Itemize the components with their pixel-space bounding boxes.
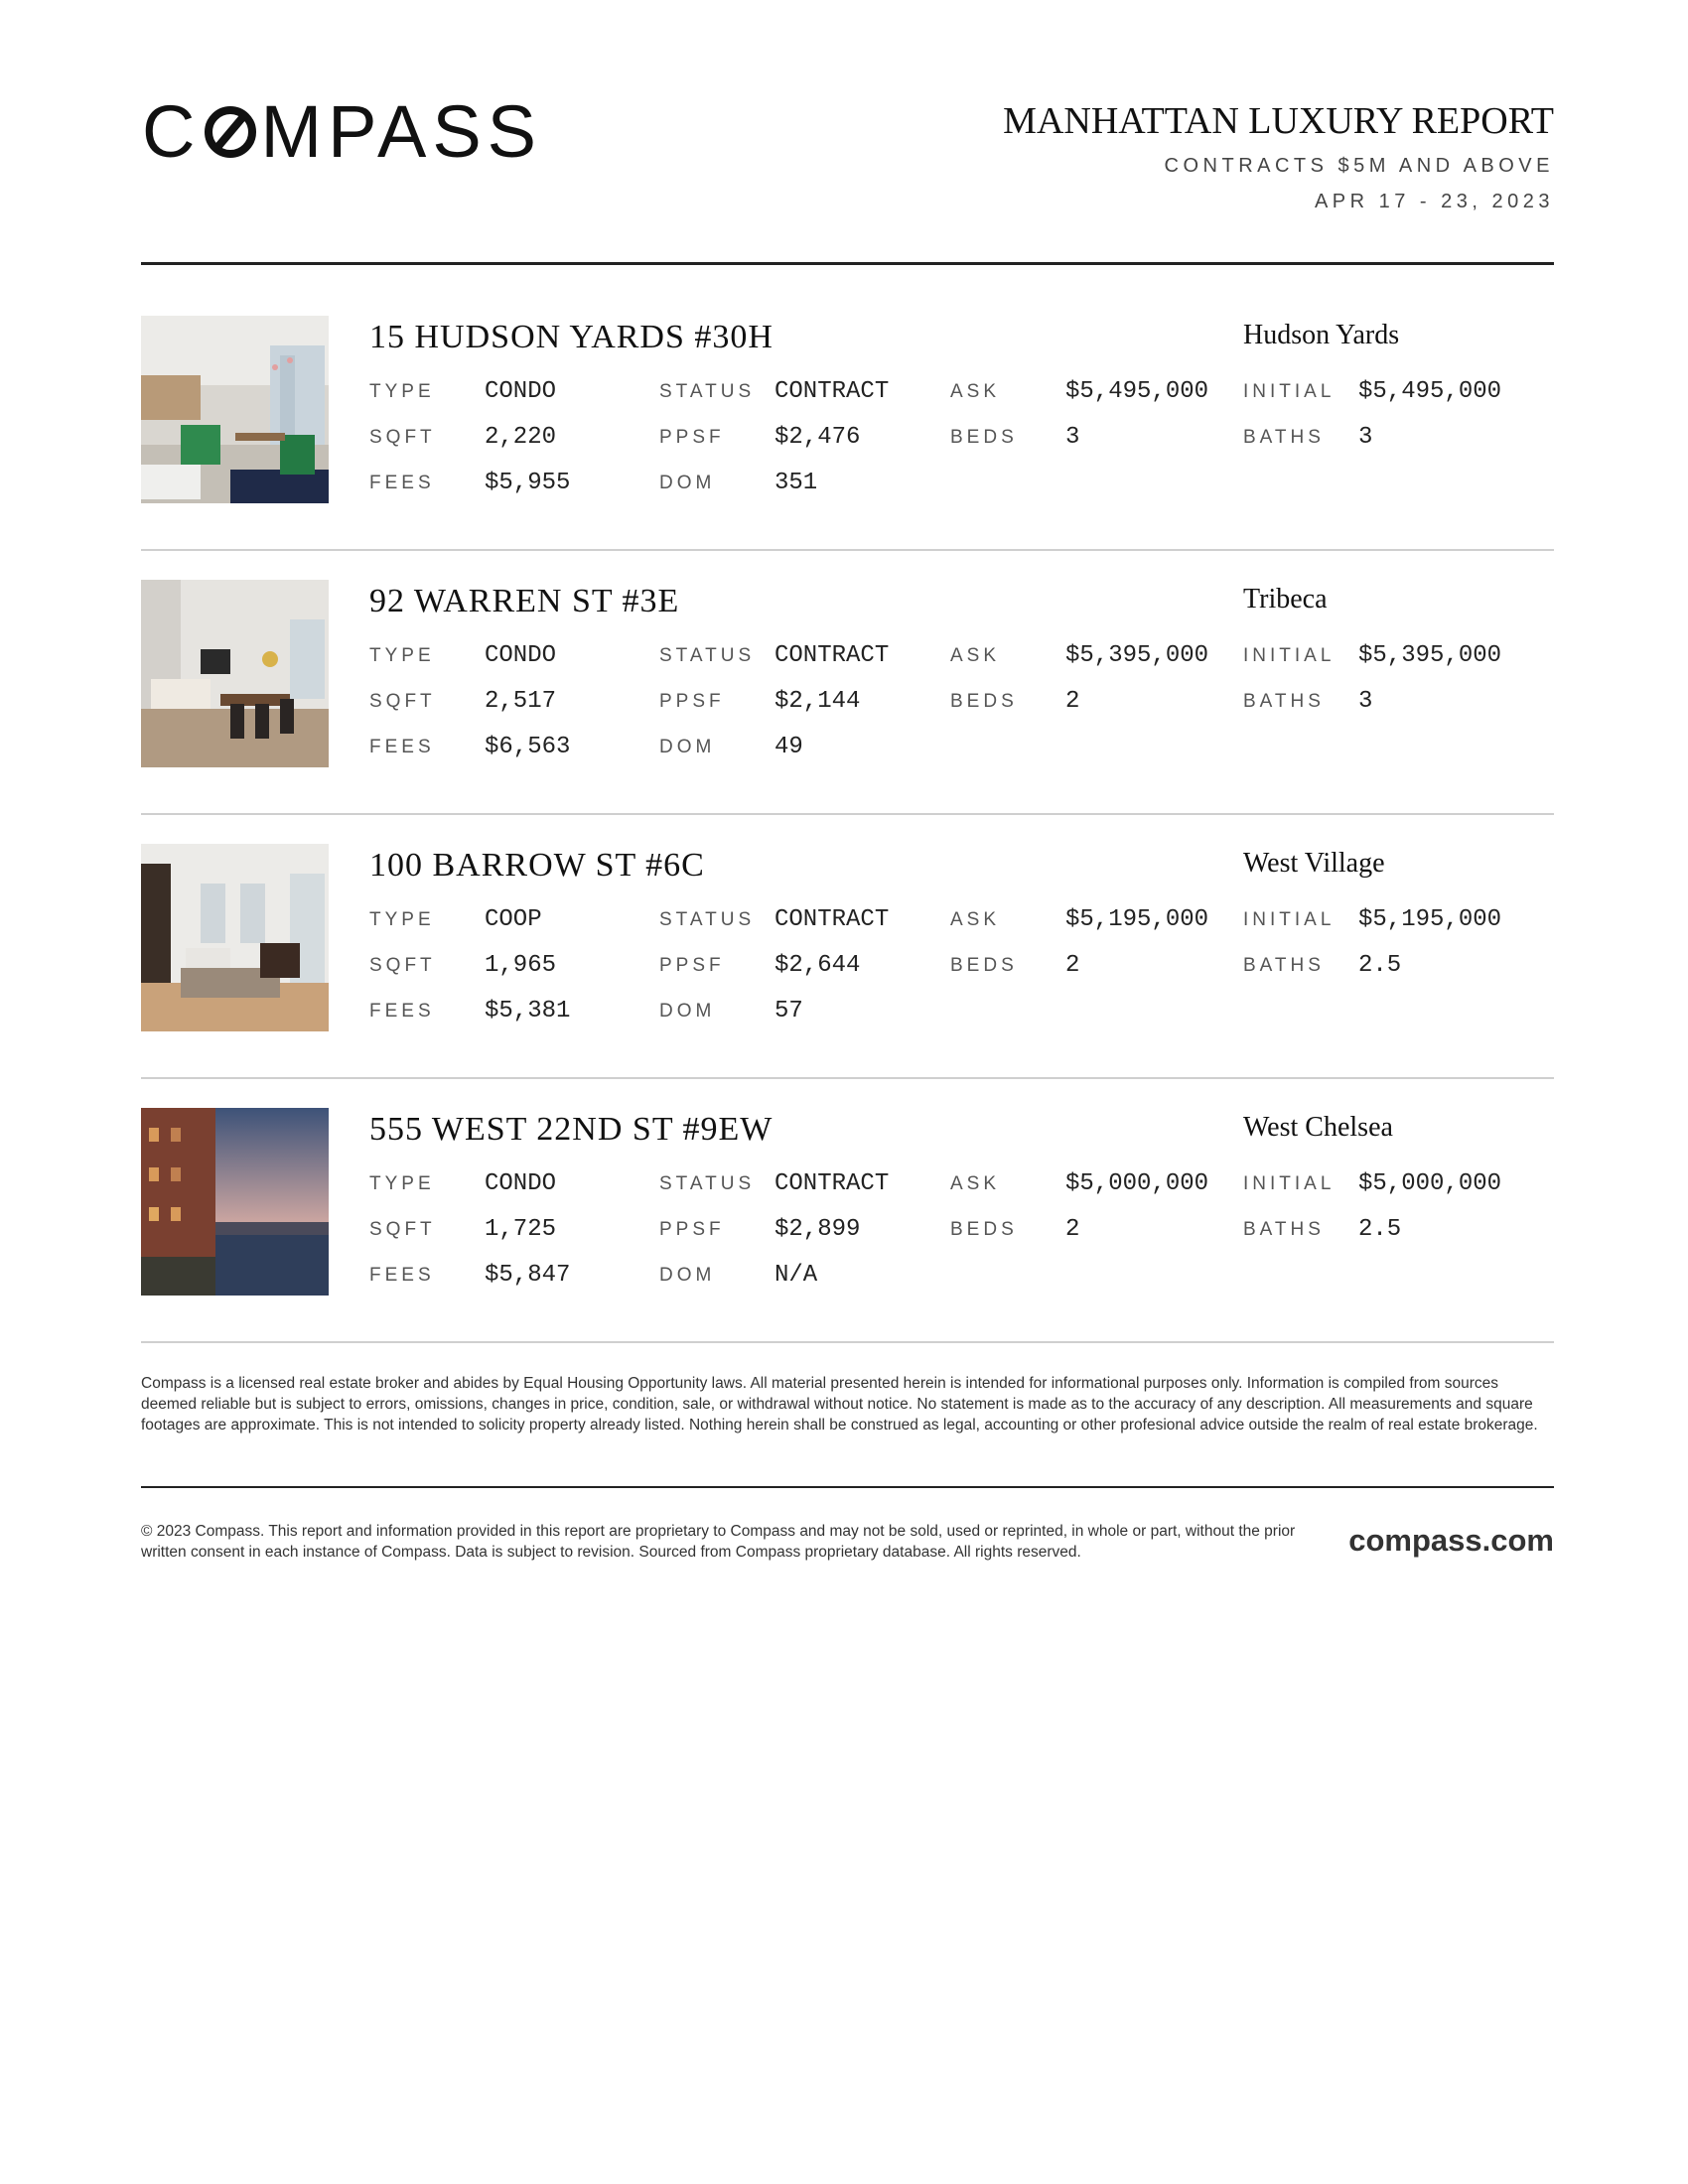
report-subtitle: CONTRACTS $5M AND ABOVE xyxy=(1164,155,1554,177)
initial-value: $5,000,000 xyxy=(1358,1170,1502,1197)
ppsf-value: $2,644 xyxy=(774,952,861,979)
ask-label: ASK xyxy=(950,645,1001,666)
fees-value: $6,563 xyxy=(485,734,571,760)
sqft-value: 1,965 xyxy=(485,952,557,979)
sqft-value: 2,517 xyxy=(485,688,557,715)
status-label: STATUS xyxy=(659,1173,756,1194)
fees-value: $5,381 xyxy=(485,998,571,1024)
beds-value: 2 xyxy=(1065,1216,1080,1243)
ask-label: ASK xyxy=(950,1173,1001,1194)
status-label: STATUS xyxy=(659,909,756,930)
listing-neighborhood: West Village xyxy=(1243,848,1385,879)
listing-neighborhood: Tribeca xyxy=(1243,584,1328,614)
listing-photo xyxy=(141,316,329,503)
dom-label: DOM xyxy=(659,737,716,757)
listing-address: 15 HUDSON YARDS #30H xyxy=(369,319,774,355)
baths-value: 2.5 xyxy=(1358,952,1402,979)
listing-row xyxy=(141,316,1554,579)
sqft-label: SQFT xyxy=(369,691,436,712)
ppsf-value: $2,899 xyxy=(774,1216,861,1243)
ppsf-label: PPSF xyxy=(659,1219,725,1240)
sqft-label: SQFT xyxy=(369,1219,436,1240)
report-title: MANHATTAN LUXURY REPORT xyxy=(1003,100,1554,142)
status-value: CONTRACT xyxy=(774,378,890,405)
ask-value: $5,000,000 xyxy=(1065,1170,1209,1197)
status-value: CONTRACT xyxy=(774,906,890,933)
listing-neighborhood: Hudson Yards xyxy=(1243,320,1400,350)
status-label: STATUS xyxy=(659,645,756,666)
logo-letters-mpass: MPASS xyxy=(260,90,543,173)
ask-value: $5,195,000 xyxy=(1065,906,1209,933)
ppsf-label: PPSF xyxy=(659,427,725,448)
listing-photo xyxy=(141,1108,329,1296)
initial-value: $5,495,000 xyxy=(1358,378,1502,405)
fees-value: $5,955 xyxy=(485,470,571,496)
ask-label: ASK xyxy=(950,909,1001,930)
type-value: COOP xyxy=(485,906,542,933)
footer-divider xyxy=(141,1486,1554,1488)
baths-label: BATHS xyxy=(1243,427,1325,448)
row-divider xyxy=(141,1077,1554,1079)
ask-label: ASK xyxy=(950,381,1001,402)
sqft-value: 1,725 xyxy=(485,1216,557,1243)
initial-label: INITIAL xyxy=(1243,381,1336,402)
baths-value: 3 xyxy=(1358,424,1373,451)
beds-value: 2 xyxy=(1065,952,1080,979)
fees-label: FEES xyxy=(369,473,435,493)
ask-value: $5,395,000 xyxy=(1065,642,1209,669)
listing-row xyxy=(141,1108,1554,1371)
compass-o-icon xyxy=(205,106,256,158)
baths-value: 2.5 xyxy=(1358,1216,1402,1243)
beds-label: BEDS xyxy=(950,1219,1018,1240)
beds-label: BEDS xyxy=(950,691,1018,712)
listing-address: 92 WARREN ST #3E xyxy=(369,583,680,619)
row-divider xyxy=(141,549,1554,551)
initial-value: $5,195,000 xyxy=(1358,906,1502,933)
dom-value: 351 xyxy=(774,470,818,496)
listing-photo xyxy=(141,844,329,1031)
type-value: CONDO xyxy=(485,378,557,405)
dom-value: N/A xyxy=(774,1262,818,1289)
status-label: STATUS xyxy=(659,381,756,402)
dom-label: DOM xyxy=(659,1001,716,1022)
type-label: TYPE xyxy=(369,381,435,402)
beds-value: 2 xyxy=(1065,688,1080,715)
initial-label: INITIAL xyxy=(1243,1173,1336,1194)
status-value: CONTRACT xyxy=(774,1170,890,1197)
beds-label: BEDS xyxy=(950,427,1018,448)
baths-value: 3 xyxy=(1358,688,1373,715)
type-label: TYPE xyxy=(369,645,435,666)
compass-logo xyxy=(142,92,569,172)
listing-address: 555 WEST 22ND ST #9EW xyxy=(369,1111,774,1148)
dom-value: 49 xyxy=(774,734,803,760)
copyright-notice: © 2023 Compass. This report and information provided in this report are proprietary to Compass and may not be sold, used or reprinted, in whole or part, without the prior written consent in each instance of Compass. Data is subject to revision. Sourced from Compass proprietary database. All rights reserved. xyxy=(141,1523,1296,1561)
header-divider xyxy=(141,262,1554,265)
dom-value: 57 xyxy=(774,998,803,1024)
ask-value: $5,495,000 xyxy=(1065,378,1209,405)
type-label: TYPE xyxy=(369,909,435,930)
beds-label: BEDS xyxy=(950,955,1018,976)
type-value: CONDO xyxy=(485,642,557,669)
listing-photo xyxy=(141,580,329,767)
report-date-range: APR 17 - 23, 2023 xyxy=(1314,191,1554,212)
fees-label: FEES xyxy=(369,1001,435,1022)
ppsf-value: $2,144 xyxy=(774,688,861,715)
listing-neighborhood: West Chelsea xyxy=(1243,1112,1393,1143)
type-label: TYPE xyxy=(369,1173,435,1194)
sqft-value: 2,220 xyxy=(485,424,557,451)
baths-label: BATHS xyxy=(1243,691,1325,712)
row-divider xyxy=(141,813,1554,815)
ppsf-label: PPSF xyxy=(659,691,725,712)
sqft-label: SQFT xyxy=(369,427,436,448)
dom-label: DOM xyxy=(659,473,716,493)
fees-label: FEES xyxy=(369,737,435,757)
listing-row xyxy=(141,844,1554,1107)
sqft-label: SQFT xyxy=(369,955,436,976)
initial-label: INITIAL xyxy=(1243,645,1336,666)
fees-label: FEES xyxy=(369,1265,435,1286)
compass-site-link[interactable]: compass.com xyxy=(1348,1523,1554,1558)
dom-label: DOM xyxy=(659,1265,716,1286)
legal-disclaimer: Compass is a licensed real estate broker and abides by Equal Housing Opportunity laws. All material presented herein is intended for informational purposes only. Information is compiled from sources deemed reliable but is subject to errors, omissions, changes in price, condition, sale, or withdrawal without notice. No statement is made as to the accuracy of any description. All measurements and square footages are approximate. This is not intended to solicity property already listed. Nothing herein shall be construed as legal, accounting or other profesional advice outside the realm of real estate brokerage. xyxy=(141,1375,1538,1433)
fees-value: $5,847 xyxy=(485,1262,571,1289)
ppsf-label: PPSF xyxy=(659,955,725,976)
listing-address: 100 BARROW ST #6C xyxy=(369,847,705,884)
baths-label: BATHS xyxy=(1243,955,1325,976)
beds-value: 3 xyxy=(1065,424,1080,451)
status-value: CONTRACT xyxy=(774,642,890,669)
logo-letter-c: C xyxy=(142,90,202,173)
type-value: CONDO xyxy=(485,1170,557,1197)
ppsf-value: $2,476 xyxy=(774,424,861,451)
listing-row xyxy=(141,580,1554,843)
baths-label: BATHS xyxy=(1243,1219,1325,1240)
row-divider xyxy=(141,1341,1554,1343)
initial-value: $5,395,000 xyxy=(1358,642,1502,669)
initial-label: INITIAL xyxy=(1243,909,1336,930)
